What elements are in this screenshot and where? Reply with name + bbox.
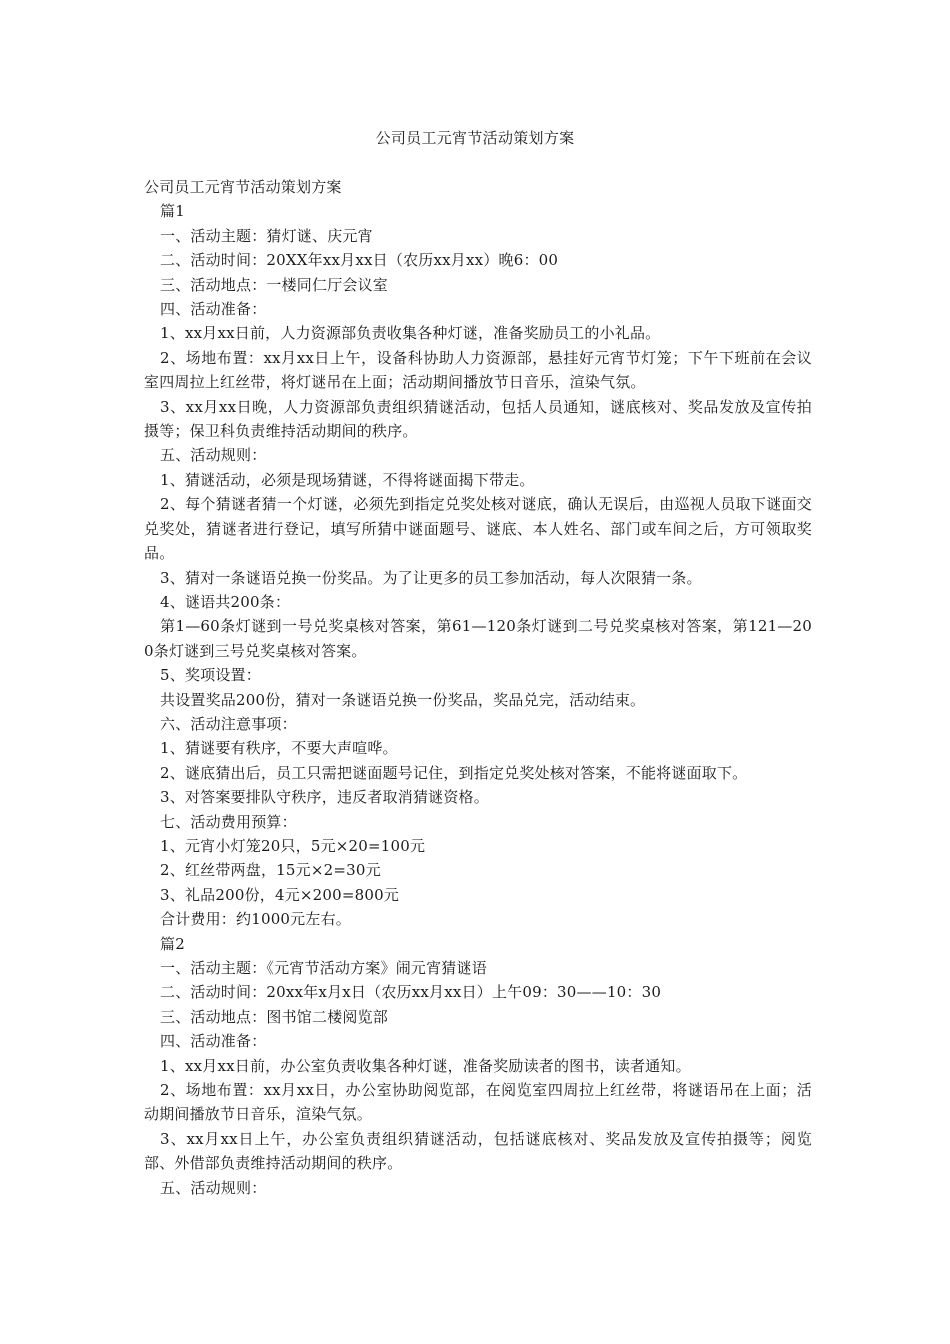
- document-paragraph: 1、元宵小灯笼20只，5元×20=100元: [160, 836, 426, 855]
- document-paragraph: 二、活动时间：20xx年x月x日（农历xx月xx日）上午09：30——10：30: [160, 983, 662, 1002]
- document-paragraph: 3、xx月xx日晚，人力资源部负责组织猜谜活动，包括人员通知，谜底核对、奖品发放及宣传拍摄等；保卫科负责维持活动期间的秩序。: [144, 397, 812, 441]
- document-paragraph: 2、红丝带两盘，15元×2=30元: [160, 861, 381, 880]
- document-paragraph: 一、活动主题：猜灯谜、庆元宵: [160, 226, 373, 245]
- document-paragraph: 共设置奖品200份，猜对一条谜语兑换一份奖品，奖品兑完，活动结束。: [160, 690, 646, 709]
- document-paragraph: 四、活动准备：: [160, 1032, 267, 1051]
- document-paragraph: 三、活动地点：图书馆二楼阅览部: [160, 1007, 389, 1026]
- document-paragraph: 四、活动准备：: [160, 300, 267, 319]
- document-paragraph: 4、谜语共200条：: [160, 592, 291, 611]
- document-paragraph: 三、活动地点：一楼同仁厅会议室: [160, 275, 389, 294]
- document-title: 公司员工元宵节活动策划方案: [375, 129, 575, 147]
- document-paragraph: 公司员工元宵节活动策划方案: [144, 178, 342, 196]
- document-paragraph: 七、活动费用预算：: [160, 812, 297, 831]
- document-paragraph: 篇1: [160, 202, 185, 221]
- document-paragraph: 1、xx月xx日前，人力资源部负责收集各种灯谜，准备奖励员工的小礼品。: [160, 324, 661, 343]
- document-paragraph: 1、猜谜活动，必须是现场猜谜，不得将谜面揭下带走。: [160, 470, 535, 489]
- document-paragraph: 3、猜对一条谜语兑换一份奖品。为了让更多的员工参加活动，每人次限猜一条。: [160, 568, 702, 587]
- document-paragraph: 5、奖项设置：: [160, 666, 261, 685]
- document-paragraph: 五、活动规则：: [160, 1178, 267, 1197]
- document-paragraph: 2、场地布置：xx月xx日上午，设备科协助人力资源部，悬挂好元宵节灯笼；下午下班前在会议室四周拉上红丝带，将灯谜吊在上面；活动期间播放节日音乐，渲染气氛。: [144, 348, 812, 392]
- document-paragraph: 1、xx月xx日前，办公室负责收集各种灯谜，准备奖励读者的图书，读者通知。: [160, 1056, 691, 1075]
- document-paragraph: 2、谜底猜出后，员工只需把谜面题号记住，到指定兑奖处核对答案，不能将谜面取下。: [160, 763, 748, 782]
- document-paragraph: 六、活动注意事项：: [160, 714, 297, 733]
- document-paragraph: 2、场地布置：xx月xx日，办公室协助阅览部，在阅览室四周拉上红丝带，将谜语吊在上面；活动期间播放节日音乐，渲染气氛。: [144, 1081, 812, 1124]
- document-paragraph: 第1—60条灯谜到一号兑奖桌核对答案，第61—120条灯谜到二号兑奖桌核对答案，第121—200条灯谜到三号兑奖桌核对答案。: [144, 617, 812, 660]
- document-body: [144, 175, 812, 1200]
- document-paragraph: 合计费用：约1000元左右。: [160, 910, 351, 929]
- document-paragraph: 3、对答案要排队守秩序，违反者取消猜谜资格。: [160, 788, 489, 807]
- document-paragraph: 篇2: [160, 934, 185, 953]
- document-paragraph: 3、礼品200份，4元×200=800元: [160, 885, 400, 904]
- document-paragraph: 二、活动时间：20XX年xx月xx日（农历xx月xx）晚6：00: [160, 251, 559, 270]
- document-paragraph: 1、猜谜要有秩序，不要大声喧哗。: [160, 739, 398, 758]
- document-paragraph: 3、xx月xx日上午，办公室负责组织猜谜活动，包括谜底核对、奖品发放及宣传拍摄等；阅览部、外借部负责维持活动期间的秩序。: [144, 1129, 812, 1173]
- document-paragraph: 一、活动主题：《元宵节活动方案》闹元宵猜谜语: [160, 959, 487, 977]
- document-paragraph: 2、每个猜谜者猜一个灯谜，必须先到指定兑奖处核对谜底，确认无误后，由巡视人员取下谜面交兑奖处，猜谜者进行登记，填写所猜中谜面题号、谜底、本人姓名、部门或车间之后，方可领取奖品。: [144, 495, 812, 563]
- document-paragraph: 五、活动规则：: [160, 446, 267, 465]
